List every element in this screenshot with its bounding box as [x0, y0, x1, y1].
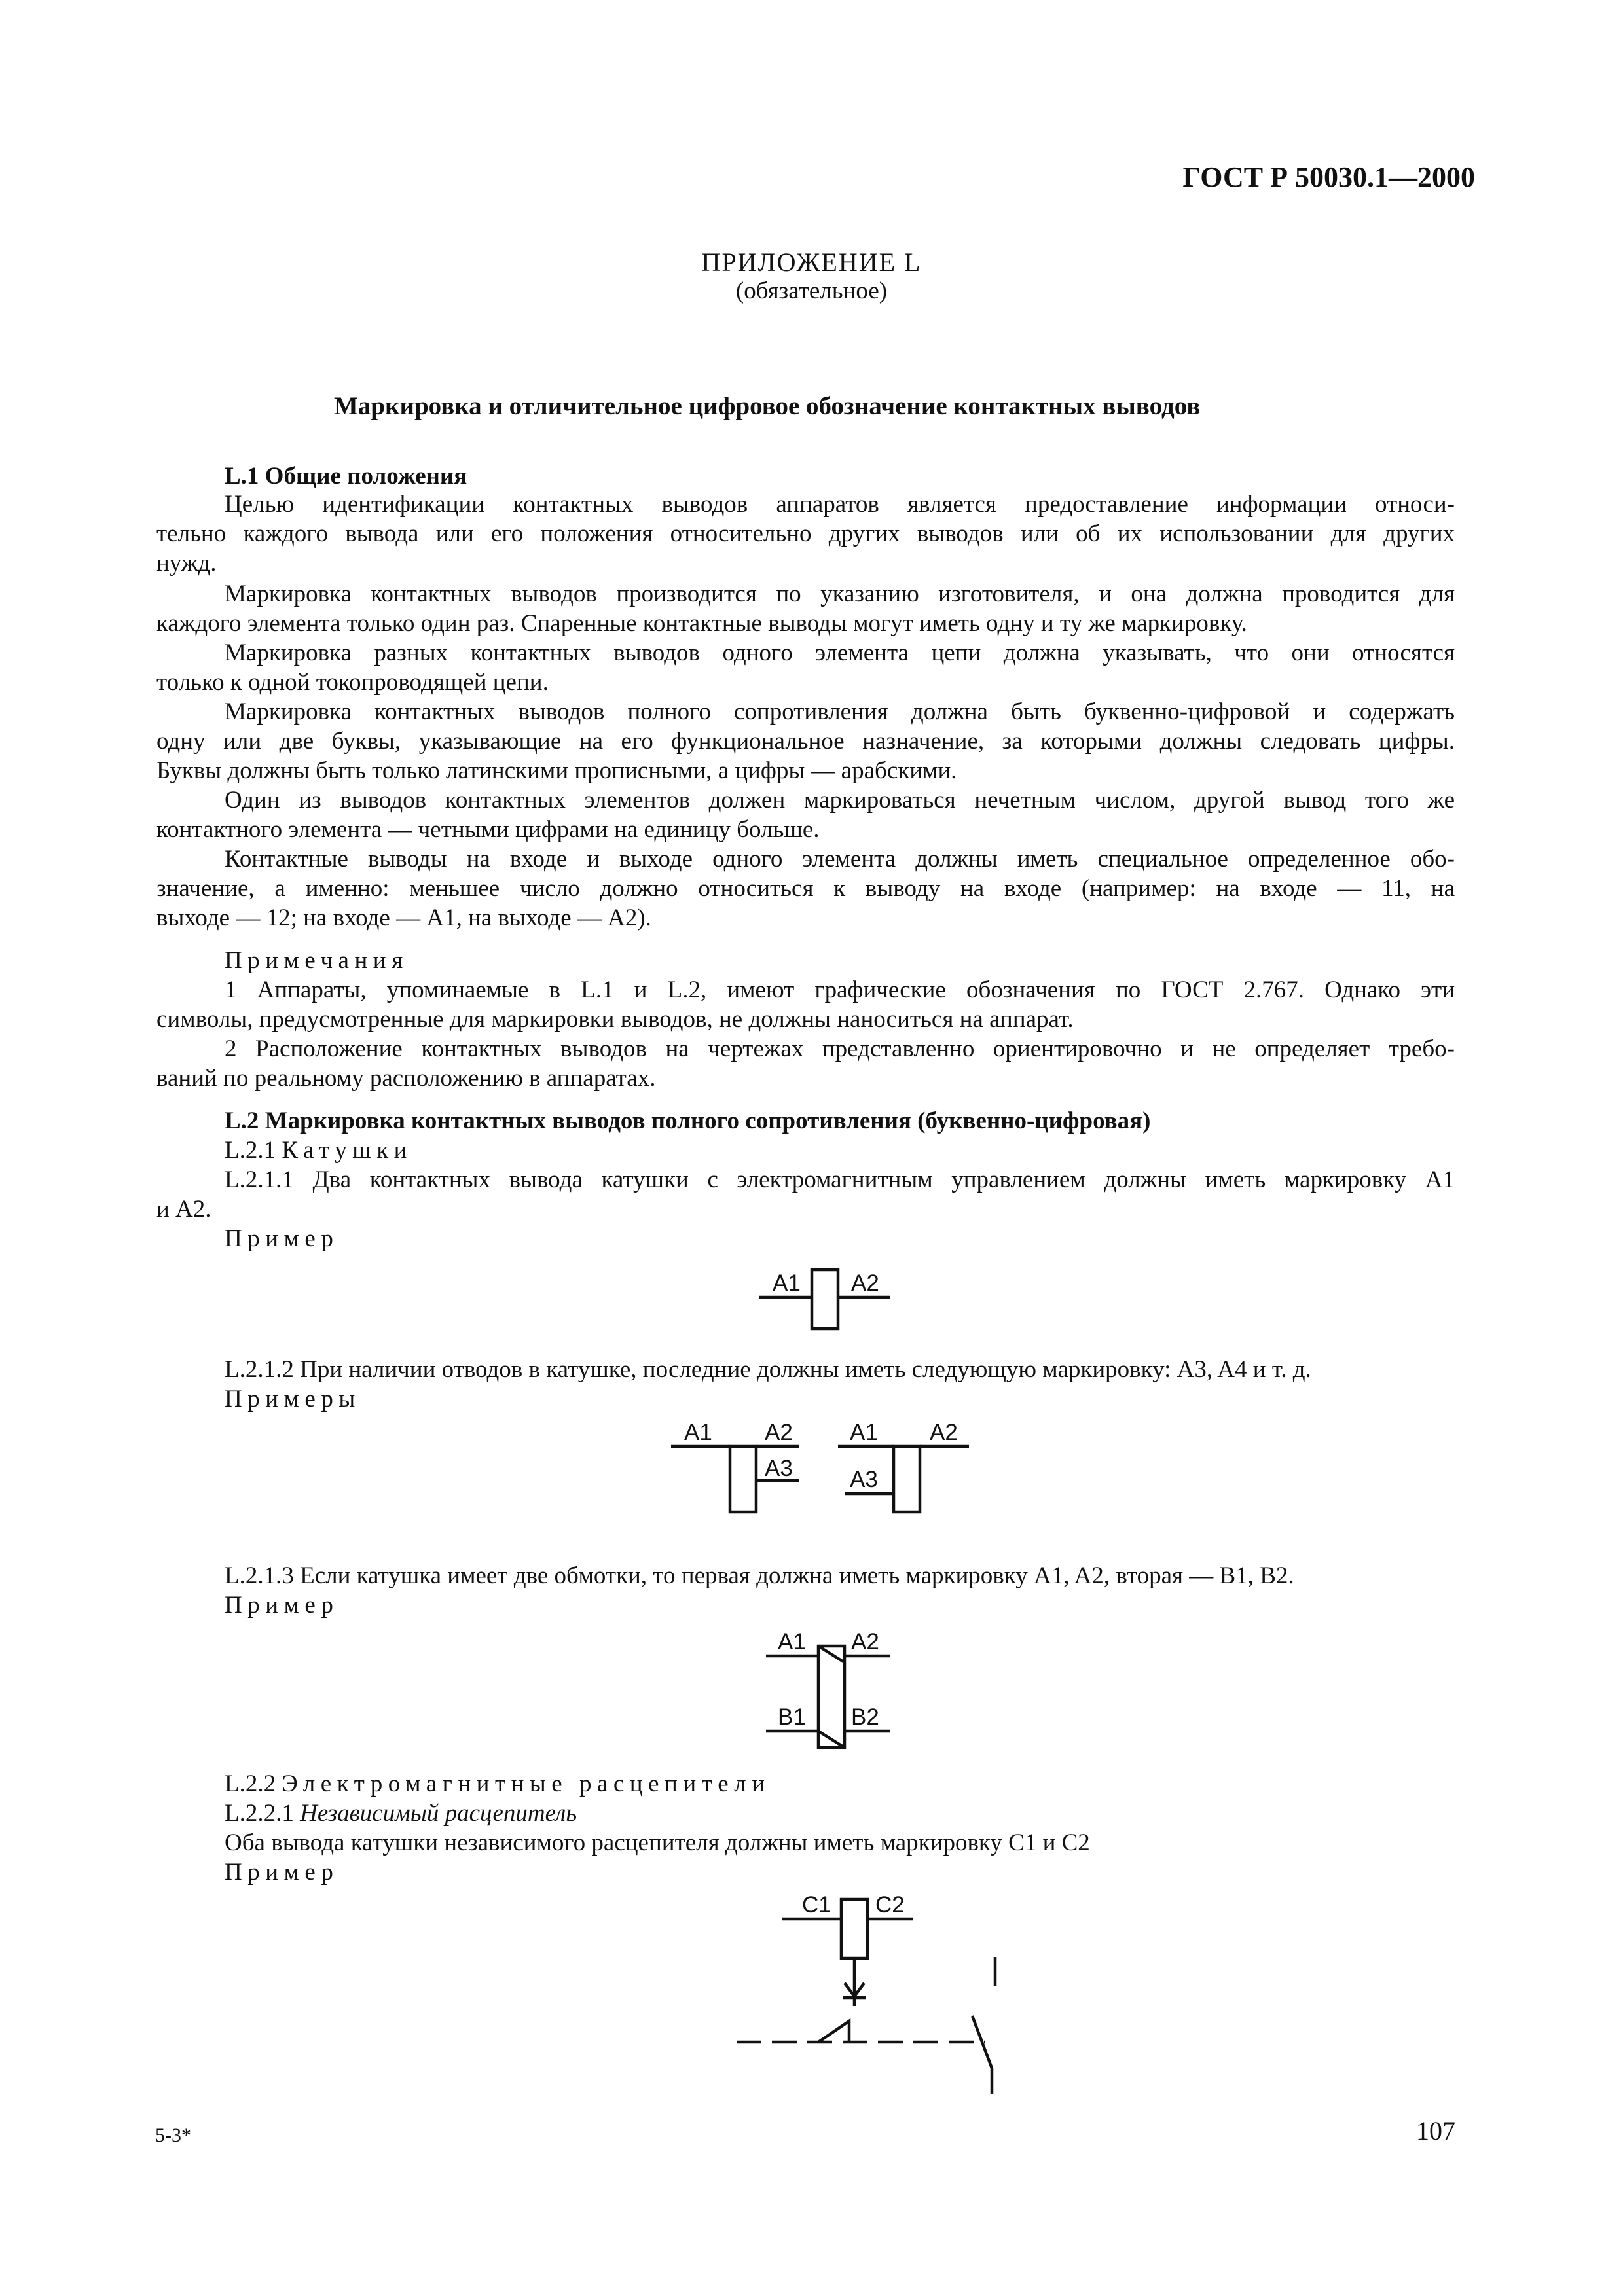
- terminal-label: A3: [850, 1467, 878, 1492]
- paragraph-line: Оба вывода катушки независимого расцепителя должны иметь маркировку C1 и C2: [225, 1829, 1090, 1856]
- coil-diagram: [753, 1257, 923, 1342]
- two-winding-coil-diagram: [753, 1617, 923, 1761]
- paragraph-line: Маркировка контактных выводов полного сопротивления должна быть буквенно-цифровой и содержать: [225, 698, 1455, 725]
- paragraph-line: выходе — 12; на входе — A1, на выходе — A2).: [156, 905, 651, 931]
- paragraph-line: контактного элемента — четными цифрами на единицу больше.: [156, 816, 820, 843]
- terminal-label: B2: [851, 1704, 879, 1730]
- terminal-label: A3: [765, 1456, 793, 1481]
- shunt-trip-diagram: [730, 1885, 1018, 2108]
- paragraph-line: только к одной токопроводящей цепи.: [156, 669, 549, 696]
- standard-number: ГОСТ Р 50030.1—2000: [1182, 161, 1475, 193]
- example-label: Пример: [225, 1225, 339, 1252]
- paragraph-line: Маркировка разных контактных выводов одного элемента цепи должна указывать, что они относятся: [225, 639, 1455, 666]
- paragraph-line: Целью идентификации контактных выводов аппаратов является предоставление информации относи-: [225, 491, 1455, 518]
- appendix-status: (обязательное): [735, 278, 888, 304]
- examples-label: Примеры: [225, 1386, 361, 1412]
- notes-heading: Примечания: [225, 947, 409, 974]
- terminal-label: A2: [765, 1420, 793, 1445]
- subsection-title: Катушки: [282, 1137, 412, 1164]
- terminal-label: C1: [802, 1892, 831, 1918]
- paragraph-line: L.2.1.2 При наличии отводов в катушке, последние должны иметь следующую маркировку: A3, A4 и т. д.: [225, 1356, 1311, 1383]
- page-number: 107: [1416, 2116, 1455, 2145]
- terminal-label: A2: [930, 1420, 958, 1445]
- tapped-coil-diagram: [661, 1414, 976, 1525]
- subsection-l22: [225, 1769, 770, 1799]
- note-line: символы, предусмотренные для маркировки выводов, не должны наноситься на аппарат.: [156, 1006, 1074, 1033]
- example-label: Пример: [225, 1859, 339, 1886]
- note-line: ваний по реальному расположению в аппаратах.: [156, 1065, 656, 1092]
- paragraph-line: значение, а именно: меньшее число должно относиться к выводу на входе (например: на входе — 11, на: [156, 875, 1455, 902]
- document-title: Маркировка и отличительное цифровое обозначение контактных выводов: [334, 392, 1201, 420]
- terminal-label: C2: [875, 1892, 905, 1918]
- note-line: 1 Аппараты, упоминаемые в L.1 и L.2, имеют графические обозначения по ГОСТ 2.767. Однако эти: [225, 977, 1455, 1003]
- paragraph-line: L.2.1.1 Два контактных вывода катушки с электромагнитным управлением должны иметь маркировку A1: [225, 1166, 1455, 1193]
- paragraph-line: одну или две буквы, указывающие на его функциональное назначение, за которыми должны следовать цифры.: [156, 728, 1455, 755]
- paragraph-line: каждого элемента только один раз. Спаренные контактные выводы могут иметь одну и ту же маркировку.: [156, 610, 1247, 637]
- paragraph-line: и A2.: [156, 1196, 211, 1223]
- subsection-l21: [225, 1136, 412, 1165]
- subsection-number: L.2.2.1: [225, 1800, 294, 1827]
- paragraph-line: тельно каждого вывода или его положения относительно других выводов или об их использовании для других: [156, 520, 1455, 547]
- note-line: 2 Расположение контактных выводов на чертежах представленно ориентировочно и не определяет требо-: [225, 1035, 1455, 1062]
- paragraph-line: нужд.: [156, 550, 217, 577]
- paragraph-line: Маркировка контактных выводов производится по указанию изготовителя, и она должна проводится для: [225, 581, 1455, 607]
- subsection-title: Электромагнитные расцепители: [282, 1770, 771, 1797]
- paragraph-line: Один из выводов контактных элементов должен маркироваться нечетным числом, другой вывод того же: [225, 787, 1455, 814]
- terminal-label: A2: [851, 1629, 879, 1655]
- appendix-title: ПРИЛОЖЕНИЕ L: [701, 247, 922, 277]
- section-heading-l1: L.1 Общие положения: [225, 463, 467, 490]
- footer-code: 5-3*: [155, 2125, 191, 2146]
- paragraph-line: Контактные выводы на входе и выходе одного элемента должны иметь специальное определенное обо-: [225, 846, 1455, 872]
- subsection-number: L.2.2: [225, 1770, 276, 1797]
- example-label: Пример: [225, 1592, 339, 1619]
- terminal-label: A1: [850, 1420, 878, 1445]
- terminal-label: A2: [851, 1270, 879, 1296]
- subsection-title: Независимый расцепитель: [300, 1800, 577, 1827]
- paragraph-line: L.2.1.3 Если катушка имеет две обмотки, то первая должна иметь маркировку A1, A2, вторая — B1, B2.: [225, 1562, 1294, 1589]
- terminal-label: A1: [684, 1420, 712, 1445]
- paragraph-line: Буквы должны быть только латинскими прописными, а цифры — арабскими.: [156, 757, 957, 784]
- section-heading-l2: L.2 Маркировка контактных выводов полного сопротивления (буквенно-цифровая): [225, 1107, 1151, 1134]
- terminal-label: A1: [778, 1629, 806, 1655]
- terminal-label: A1: [773, 1270, 801, 1296]
- subsection-number: L.2.1: [225, 1137, 276, 1164]
- terminal-label: B1: [778, 1704, 806, 1730]
- subsection-l221: [225, 1799, 577, 1828]
